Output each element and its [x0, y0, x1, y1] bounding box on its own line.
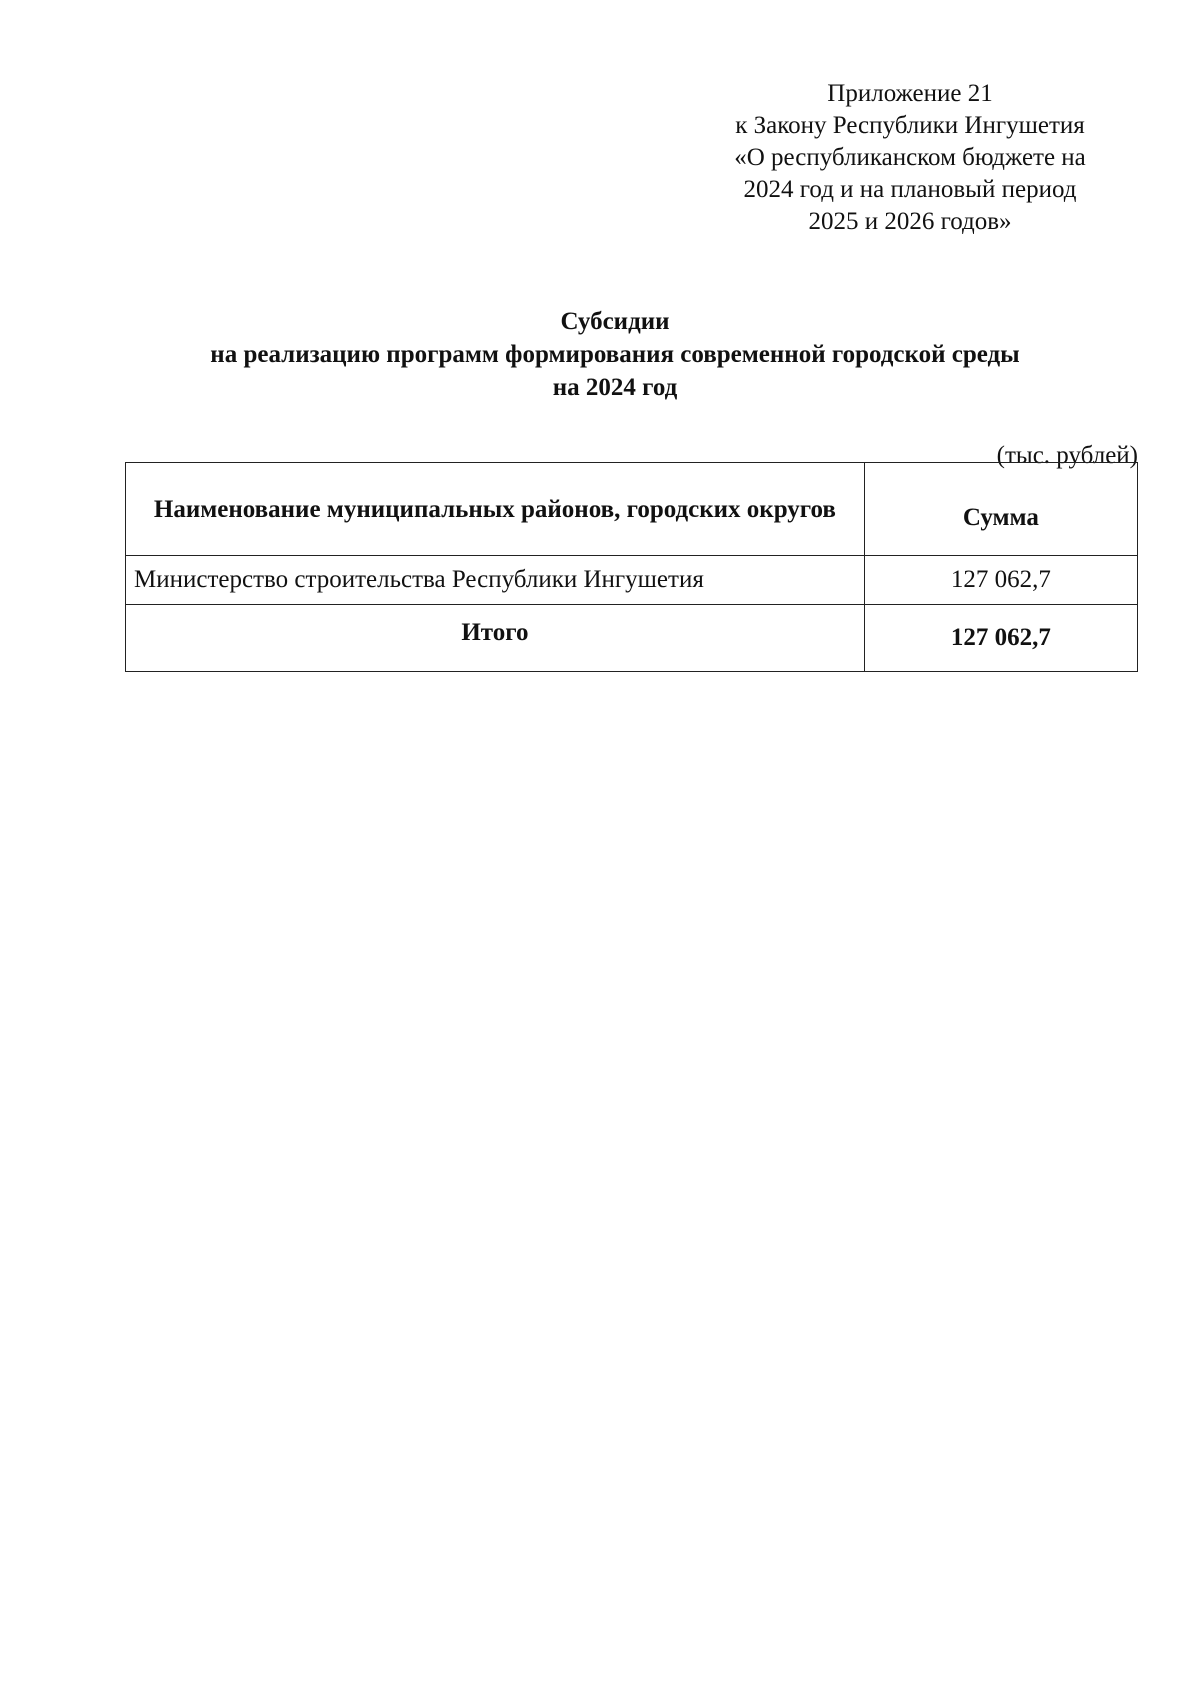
- units-note: (тыс. рублей): [996, 442, 1138, 469]
- table-header-row: [126, 463, 1138, 556]
- row-sum-cell: 127 062,7: [864, 556, 1137, 605]
- total-label-cell: Итого: [126, 605, 865, 672]
- appendix-line: «О республиканском бюджете на: [734, 144, 1086, 171]
- header-name: Наименование муниципальных районов, городских округов: [126, 463, 865, 556]
- header-sum: Сумма: [864, 463, 1137, 556]
- appendix-line: 2025 и 2026 годов»: [808, 208, 1012, 235]
- table-row: [126, 556, 1138, 605]
- row-name-cell: Министерство строительства Республики Ингушетия: [126, 556, 865, 605]
- title-line: Субсидии: [560, 308, 670, 335]
- total-sum-cell: 127 062,7: [864, 605, 1137, 672]
- title-line: на 2024 год: [552, 374, 678, 401]
- document-title: [130, 305, 1100, 404]
- appendix-line: 2024 год и на плановый период: [743, 176, 1077, 203]
- title-line: на реализацию программ формирования современной городской среды: [210, 341, 1020, 368]
- appendix-line: Приложение 21: [827, 80, 993, 107]
- appendix-line: к Закону Республики Ингушетия: [735, 112, 1085, 139]
- subsidies-table: [125, 462, 1138, 672]
- appendix-header: [690, 78, 1130, 238]
- table-total-row: [126, 605, 1138, 672]
